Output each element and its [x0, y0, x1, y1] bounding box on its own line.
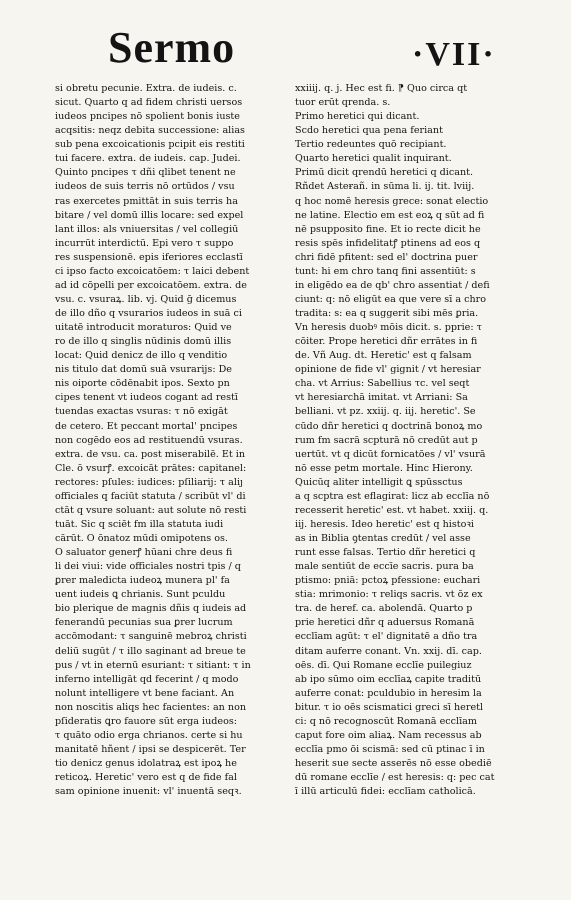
text-line: accōmodant: τ sanguinē mebroꝝ christi	[55, 631, 247, 643]
text-line: cōiter. Prope heretici dñr errātes in fi	[295, 336, 478, 348]
text-line: Quicūq aliter intelligit ꝗ spūssctus	[295, 476, 463, 488]
text-line: recesserit heretic' est. vt habet. xxiij. q.	[295, 504, 489, 516]
text-line: non noscitis aliqs hec facientes: an non	[55, 701, 247, 713]
text-line: de cetero. Et peccant mortal' pncipes	[55, 420, 238, 432]
text-line: dū romane ecclīe / est heresis: q: pec cat	[295, 772, 495, 784]
text-line: nō esse petm mortale. Hinc Hierony.	[295, 462, 473, 474]
text-line: tuor erūt qrenda. s.	[295, 97, 391, 109]
text-line: tunt: hi em chro tanq fini assentiūt: s	[295, 265, 476, 277]
text-line: bitare / vel domū illis locare: sed expel	[55, 209, 244, 221]
text-line: ras exercetes pmittāt in suis terris ha	[55, 195, 238, 207]
text-line: locat: Quid denicz de illo q venditio	[55, 350, 228, 362]
text-line: lant illos: als vniuersitas / vel collegiū	[55, 223, 239, 235]
text-line: tra. de heref. ca. abolendā. Quarto p	[295, 603, 473, 615]
text-line: ecclīam agūt: τ el' dignitatē a dño tra	[295, 631, 478, 643]
text-line: cārūt. O ōnatoz mūdi omipotens os.	[55, 533, 228, 544]
text-line: ci ipso facto excoicatōem: τ laici debent	[55, 265, 250, 277]
text-line: tuāt. Sic q sciēt fm illa statuta iudi	[55, 518, 224, 530]
running-head-title: Sermo	[108, 23, 236, 72]
text-line: ꝑrer maledicta iudeoꝝ munera pl' fa	[55, 575, 230, 587]
text-line: nis oiporte cōdēnabit ipos. Sexto pn	[55, 378, 230, 390]
text-line: sicut. Quarto q ad fidem christi uersos	[55, 97, 243, 109]
text-line: manitatē hñent / ipsi se despicerēt. Ter	[55, 743, 246, 755]
text-line: tuendas exactas vsuras: τ nō exigāt	[55, 406, 228, 418]
text-line: acqsitis: neqz debita successione: alias	[55, 125, 245, 137]
text-line: pſideratis ꝗro fauore sūt erga iudeos:	[55, 715, 238, 727]
text-line: resis spēs infidelitatꝭ ptinens ad eos q	[295, 237, 481, 249]
text-line: ci: q nō recognoscūt Romanā ecclīam	[295, 715, 477, 727]
text-line: Quarto heretici qualit inquirant.	[295, 153, 452, 165]
text-line: belliani. vt pz. xxiij. q. iij. heretic'. Se	[295, 406, 476, 418]
text-line: iij. heresis. Ideo heretic' est q histoꝛi	[295, 518, 474, 530]
folio-number: ·VII·	[412, 36, 496, 73]
text-line: auferre conat: pculdubio in heresim la	[295, 687, 482, 699]
text-line: ecclīa pmo ōi scismā: sed cū ptinac ī in	[295, 743, 485, 755]
text-line: sam opinione inuenit: vl' inuentā seqꝛ.	[55, 786, 242, 798]
text-line: nis titulo dat domū suā vsurarijs: De	[55, 364, 232, 376]
text-line: as in Biblia ꝯtentas credūt / vel asse	[295, 533, 471, 544]
text-line: Cle. ō vsurꝭ. excoicāt prātes: capitanel:	[55, 462, 247, 474]
text-line: Primo heretici qui dicant.	[295, 111, 420, 123]
text-line: de illo dño q vsurarios iudeos in suā ci	[55, 308, 242, 319]
text-line: iudeos de suis terris nō ortūdos / vsu	[55, 181, 235, 193]
text-line: extra. de vsu. ca. post miserabilē. Et in	[55, 448, 246, 460]
text-line: uertūt. vt q dicūt fornicatōes / vl' vsurā	[295, 448, 486, 460]
text-line: Scdo heretici qua pena feriant	[295, 125, 443, 137]
text-line: officiales q faciūt statuta / scribūt vl' di	[55, 490, 246, 502]
text-line: deliū sugūt / τ illo saginant ad breue te	[55, 645, 246, 657]
text-line: Quinto pncipes τ dñi qlibet tenent ne	[55, 167, 236, 179]
text-line: ī illū articulū fidei: ecclīam catholicā.	[295, 786, 476, 798]
text-line: si obretu pecunie. Extra. de iudeis. c.	[55, 83, 237, 94]
text-line: tio denicz genus idolatraꝝ est ipoꝝ he	[55, 758, 237, 769]
text-line: ne latine. Electio em est eoꝝ q sūt ad fi	[295, 209, 485, 221]
text-line: ro de illo q singlis nūdinis domū illis	[55, 336, 232, 348]
text-line: opinione de fide vl' gignit / vt heresiar	[295, 364, 481, 376]
text-line: res suspensionē. epis iferiores ecclastī	[55, 251, 243, 263]
text-line: iudeos pncipes nō spolient bonis iuste	[55, 111, 240, 123]
text-line: li dei viui: vide officiales nostri tpis / q	[55, 561, 241, 573]
text-line: ditam auferre conant. Vn. xxij. dī. cap.	[295, 645, 482, 657]
text-line: Rñdet Asteɍañ. in sūma li. ij. tit. lviij.	[295, 181, 475, 193]
right-text-column	[295, 82, 545, 799]
text-line: rum fm sacrā scpturā nō credūt aut p	[295, 434, 478, 446]
text-line: reticoꝝ. Heretic' vero est q de fide fal	[55, 772, 237, 784]
left-text-column	[55, 82, 289, 799]
text-line: de. Vñ Aug. dt. Heretic' est q falsam	[295, 350, 472, 362]
text-line: heserit sue secte asserēs nō esse obediē	[295, 758, 492, 769]
text-line: ctāt q vsure soluant: aut solute nō resti	[55, 504, 247, 516]
text-line: cūdo dñr heretici q doctrinā bonoꝝ mo	[295, 420, 483, 432]
text-line: uent iudeis ꝗ chrianis. Sunt pculdu	[55, 589, 226, 601]
text-line: inferno intelligāt qd fecerint / q modo	[55, 673, 239, 685]
text-line: sub pena excoicationis pcipit eis restiti	[55, 139, 245, 151]
text-line: stia: mrimonio: τ reliqs sacris. vt ōz ex	[295, 589, 483, 601]
text-line: nē psupposito fine. Et io recte dicit he	[295, 223, 481, 235]
text-line: rectores: pſules: iudices: pſiliarij: τ aliȷ	[55, 476, 243, 488]
text-line: in eligēdo ea de qb' chro assentiat / defi	[295, 279, 490, 291]
text-line: cha. vt Arrius: Sabellius τc. vel seqt	[295, 378, 470, 390]
text-line: Vn heresis duobꝰ mōis dicit. s. pprie: τ	[295, 322, 482, 334]
text-line: pus / vt in eternū esuriant: τ sitiant: τ in	[55, 659, 251, 671]
text-line: runt esse falsas. Tertio dñr heretici q	[295, 547, 476, 559]
text-line: nolunt intelligere vt bene faciant. An	[55, 687, 235, 699]
text-line: xxiiij. q. j. Hec est fi. ⁋ Quo circa qt	[295, 83, 468, 94]
text-line: non cogēdo eos ad restituendū vsuras.	[55, 434, 243, 446]
text-line: incurrūt interdictū. Epi vero τ suppo	[55, 237, 234, 249]
text-line: Tertio redeuntes quō recipiant.	[295, 139, 447, 151]
text-line: tradita: s: ea q suggerit sibi mēs ꝑria.	[295, 308, 479, 319]
text-line: ab ipo sūmo oim ecclīaꝝ capite traditū	[295, 673, 482, 685]
text-line: oēs. dī. Qui Romane ecclīe puilegiuz	[295, 659, 472, 671]
text-line: τ quāto odio erga chrianos. certe si hu	[55, 729, 243, 741]
text-line: Primū dicit qrendū heretici q dicant.	[295, 167, 474, 179]
text-line: bio plerique de magnis dñis q iudeis ad	[55, 603, 247, 615]
text-line: vt heresiarchā imitat. vt Arriani: Sa	[295, 392, 468, 404]
text-line: ptismo: pniā: pctoꝝ pfessione: euchari	[295, 575, 481, 587]
text-line: caput fore oim aliaꝝ. Nam recessus ab	[295, 729, 482, 741]
text-line: fenerandū pecunias sua ꝑrer lucrum	[55, 617, 233, 629]
text-line: chri fidē pfitent: sed el' doctrina puer	[295, 251, 478, 263]
text-line: cipes tenent vt iudeos cogant ad restī	[55, 392, 238, 404]
text-line: tui facere. extra. de iudeis. cap. Judei.	[55, 153, 241, 165]
text-line: ad id cōpelli per excoicatōem. extra. de	[55, 279, 247, 291]
text-line: uitatē introducit moraturos: Quid ve	[55, 322, 232, 334]
text-line: q hoc nomē heresis grece: sonat electio	[295, 195, 489, 207]
text-line: bitur. τ io oēs scismatici greci sī heretl	[295, 701, 484, 713]
text-line: vsu. c. vsuraꝝ. lib. vj. Quid ḡ dicemus	[55, 293, 237, 305]
text-line: male sentiūt de eccīe sacris. pura ba	[295, 561, 474, 573]
text-line: prie heretici dñr q aduersus Romanā	[295, 617, 475, 629]
text-line: ciunt: q: nō eligūt ea que vere sī a chro	[295, 293, 487, 305]
text-line: O saluator generꝭ hūani chre deus fi	[55, 547, 233, 559]
text-line: a q scptra est eflagirat: licz ab ecclīa nō	[295, 490, 490, 502]
